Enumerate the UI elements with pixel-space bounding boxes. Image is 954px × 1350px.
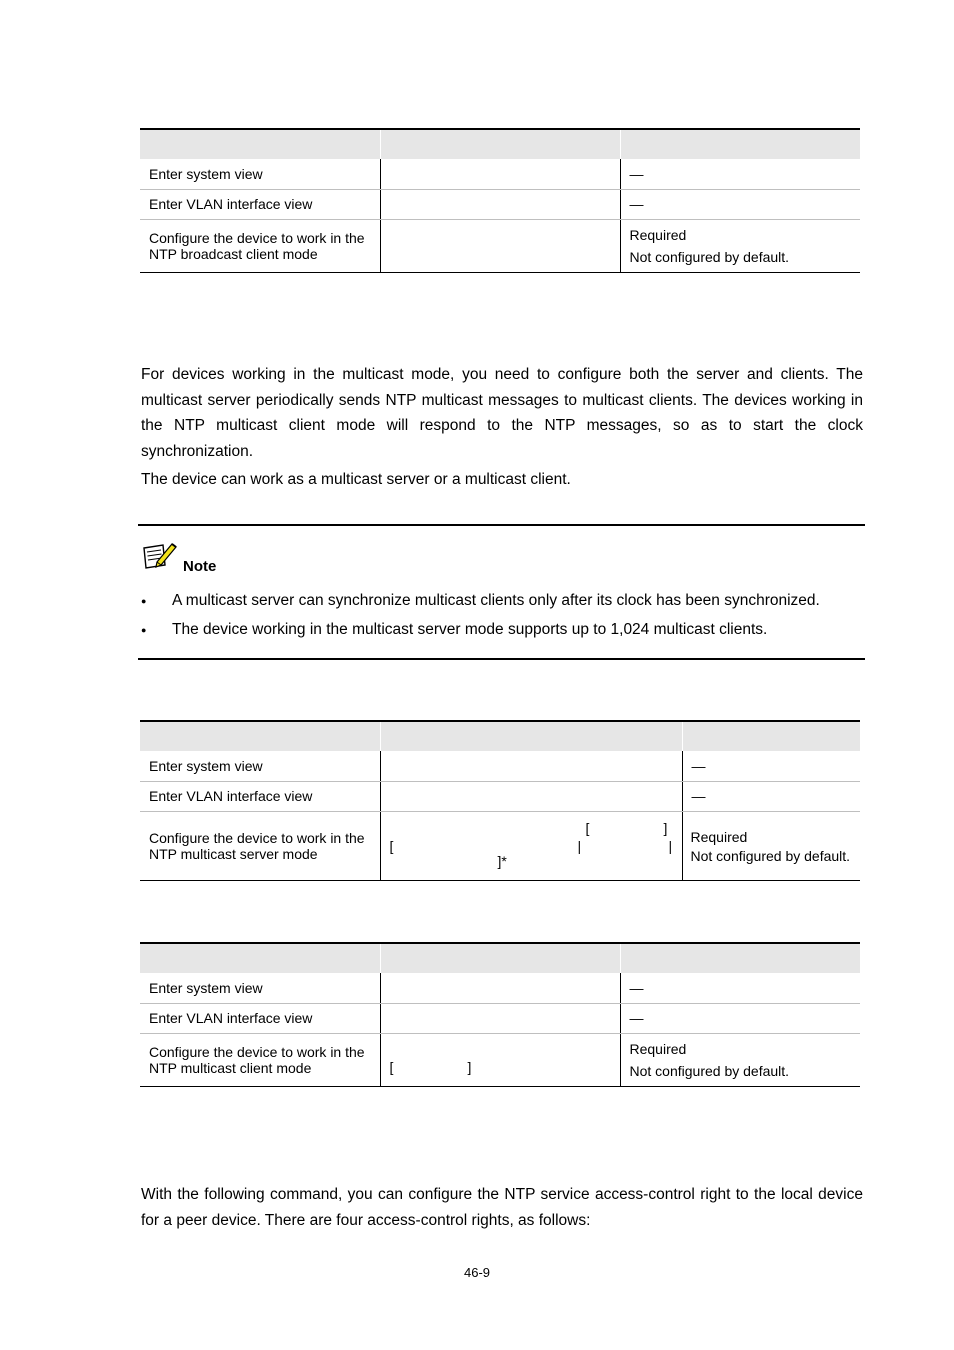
list-item [141,618,863,647]
bullet-icon: ● [141,625,147,635]
remarks-line: Not configured by default. [629,248,790,265]
note-pencil-icon [141,540,179,577]
remarks-line: Required [629,1040,687,1057]
remarks-cell: — [620,973,860,1003]
access-control-paragraph: With the following command, you can configure the NTP service access-control right to the local device for a peer device. There are four access-control rights, as follows: [141,1186,863,1229]
command-cell [380,189,620,219]
command-cell [380,973,620,1003]
remarks-cell [620,1033,860,1086]
table-row [140,189,860,219]
remarks-cell: — [620,1003,860,1033]
operation-cell: Configure the device to work in the NTP multicast client mode [140,1033,380,1086]
table-row [140,219,860,272]
remarks-cell [620,219,860,272]
table-row [140,159,860,189]
operation-cell: Enter VLAN interface view [140,781,380,811]
note-item-text: A multicast server can synchronize multicast clients only after its clock has been synchronized. [172,592,820,609]
operation-cell: Enter system view [140,159,380,189]
operation-cell: Enter VLAN interface view [140,189,380,219]
command-cell [380,751,682,781]
note-label: Note [183,558,217,575]
remarks-cell: — [620,159,860,189]
table-header-row [140,129,860,159]
bullet-icon: ● [141,596,147,606]
command-bracket: [ [389,837,394,854]
command-cell [380,811,682,880]
multicast-role-paragraph: The device can work as a multicast server or a multicast client. [141,471,571,488]
operation-cell: Enter VLAN interface view [140,1003,380,1033]
list-item [141,589,863,618]
table-row [140,1033,860,1086]
page-number: 46-9 [463,1265,491,1280]
operation-cell: Configure the device to work in the NTP multicast server mode [140,811,380,880]
note-bullet-list [141,589,863,647]
command-bracket: [ [585,819,590,836]
remarks-line: Required [690,829,748,845]
command-cell [380,781,682,811]
command-cell [380,219,620,272]
note-header [141,545,216,577]
table-row [140,811,860,880]
multicast-client-table [140,942,860,1087]
command-bracket: ] [467,1058,472,1075]
remarks-cell: — [682,781,860,811]
note-item-text: The device working in the multicast server mode supports up to 1,024 multicast clients. [172,621,768,638]
command-bracket: ] [663,819,668,836]
command-cell [380,1033,620,1086]
multicast-server-table [140,720,860,881]
command-cell [380,1003,620,1033]
broadcast-client-table [140,128,860,273]
note-top-rule [138,524,865,526]
command-bracket: | [577,837,582,854]
operation-cell: Enter system view [140,973,380,1003]
operation-cell: Enter system view [140,751,380,781]
remarks-line: Not configured by default. [690,848,851,864]
remarks-line: Required [629,226,687,243]
remarks-cell: — [682,751,860,781]
note-bottom-rule [138,658,865,660]
multicast-intro-paragraph: For devices working in the multicast mode, you need to configure both the server and clients. The multicast server periodically sends NTP multicast messages to multicast clients. The devices working in the NTP multicast client mode will respond to the NTP messages, so as to start the clock synchronization. [141,366,863,460]
remarks-cell [682,811,860,880]
operation-cell: Configure the device to work in the NTP broadcast client mode [140,219,380,272]
table-row [140,1003,860,1033]
command-cell [380,159,620,189]
table-header-row [140,943,860,973]
table-row [140,973,860,1003]
table-row [140,781,860,811]
remarks-line: Not configured by default. [629,1062,790,1079]
command-bracket: ]* [497,852,507,869]
table-header-row [140,721,860,751]
remarks-cell: — [620,189,860,219]
command-bracket: [ [389,1058,394,1075]
table-row [140,751,860,781]
command-bracket: | [668,837,673,854]
